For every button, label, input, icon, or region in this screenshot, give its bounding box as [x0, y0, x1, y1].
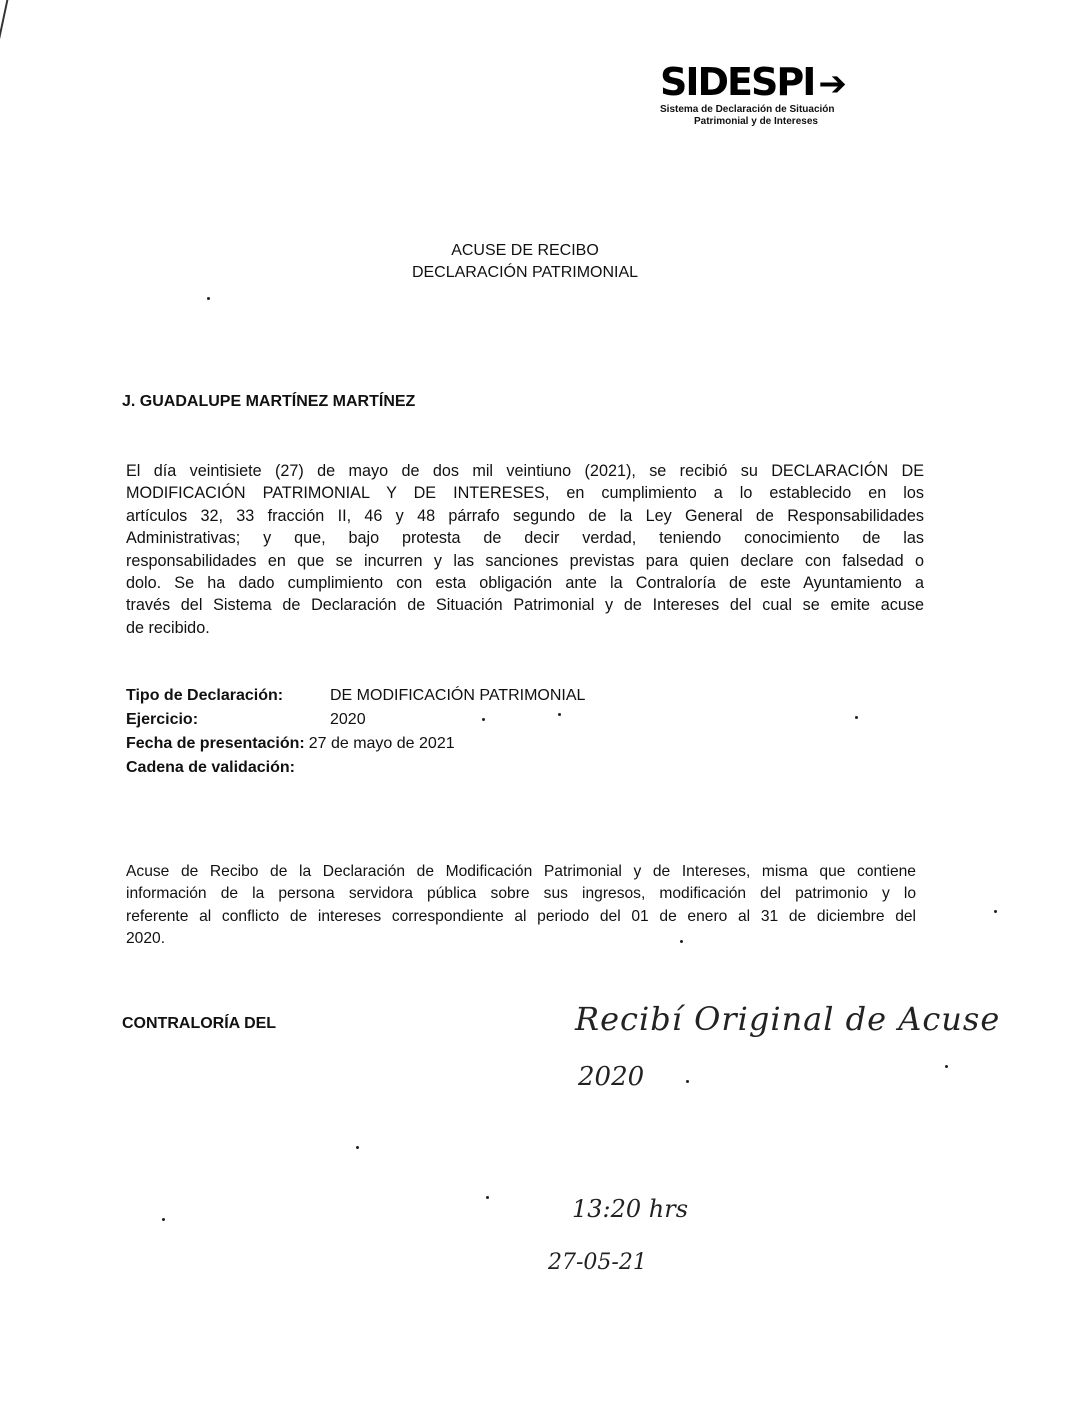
scan-speck [162, 1218, 165, 1221]
field-fecha [126, 732, 585, 756]
logo-name: SIDESPI [660, 60, 815, 104]
handwritten-year: 2020 [578, 1062, 645, 1092]
paragraph-line: referente al conflicto de intereses correspondiente al periodo del 01 de enero al 31 de diciembre del [126, 907, 916, 925]
body-paragraph [126, 460, 924, 639]
scan-edge-mark [0, 0, 20, 60]
field-tipo [126, 684, 585, 708]
ejercicio-label: Ejercicio: [126, 711, 199, 728]
arrow-icon: ➔ [818, 64, 845, 104]
paragraph-line: dolo. Se ha dado cumplimiento con esta obligación ante la Contraloría de este Ayuntamiento a [126, 574, 924, 593]
paragraph-line: MODIFICACIÓN PATRIMONIAL Y DE INTERESES, en cumplimiento a lo establecido en los [126, 484, 924, 503]
paragraph-line: 2020. [126, 930, 166, 948]
handwritten-note: Recibí Original de Acuse [575, 1000, 1001, 1038]
scan-speck [482, 718, 485, 721]
scan-speck [680, 940, 683, 943]
tipo-value: DE MODIFICACIÓN PATRIMONIAL [330, 687, 586, 704]
cadena-label: Cadena de validación: [126, 759, 295, 776]
paragraph-line: de recibido. [126, 618, 210, 637]
scan-speck [945, 1065, 948, 1068]
logo-subtitle-1: Sistema de Declaración de Situación [660, 104, 835, 115]
field-ejercicio [126, 708, 585, 732]
declaration-fields [126, 684, 585, 780]
scan-speck [558, 713, 561, 716]
paragraph-line: artículos 32, 33 fracción II, 46 y 48 párrafo segundo de la Ley General de Responsabilidades [126, 506, 924, 525]
paragraph-line: Acuse de Recibo de la Declaración de Modificación Patrimonial y de Intereses, misma que contiene [126, 863, 916, 880]
fecha-label: Fecha de presentación: [126, 735, 305, 752]
paragraph-line: información de la persona servidora pública sobre sus ingresos, modificación del patrimonio y lo [126, 885, 916, 903]
scan-speck [207, 297, 210, 300]
paragraph-line: Administrativas; y que, bajo protesta de decir verdad, teniendo conocimiento de las [126, 529, 924, 548]
scan-speck [356, 1146, 359, 1149]
handwritten-time: 13:20 hrs [572, 1195, 689, 1223]
sidespi-logo [660, 62, 880, 128]
scan-speck [686, 1080, 689, 1083]
fecha-value: 27 de mayo de 2021 [308, 735, 455, 752]
paragraph-line: responsabilidades en que se incurren y las sanciones previstas para quien declare con falsedad o [126, 551, 924, 570]
scan-speck [855, 716, 858, 719]
handwritten-date: 27-05-21 [548, 1250, 647, 1275]
signature-block: CONTRALORÍA DEL [122, 1015, 277, 1032]
field-cadena [126, 756, 585, 780]
ejercicio-value: 2020 [330, 711, 366, 728]
paragraph-line: través del Sistema de Declaración de Situación Patrimonial y de Intereses del cual se emite acuse [126, 596, 924, 615]
paragraph-line: El día veintisiete (27) de mayo de dos mil veintiuno (2021), se recibió su DECLARACIÓN DE [126, 462, 924, 480]
tipo-label: Tipo de Declaración: [126, 687, 284, 704]
scan-speck [486, 1196, 489, 1199]
title-line-1: ACUSE DE RECIBO [451, 242, 599, 259]
title-line-2: DECLARACIÓN PATRIMONIAL [411, 264, 639, 281]
scan-speck [994, 910, 997, 913]
summary-paragraph [126, 861, 916, 951]
declarant-name: J. GUADALUPE MARTÍNEZ MARTÍNEZ [122, 393, 416, 410]
document-title [0, 240, 1050, 284]
logo-subtitle-2: Patrimonial y de Intereses [694, 116, 818, 127]
